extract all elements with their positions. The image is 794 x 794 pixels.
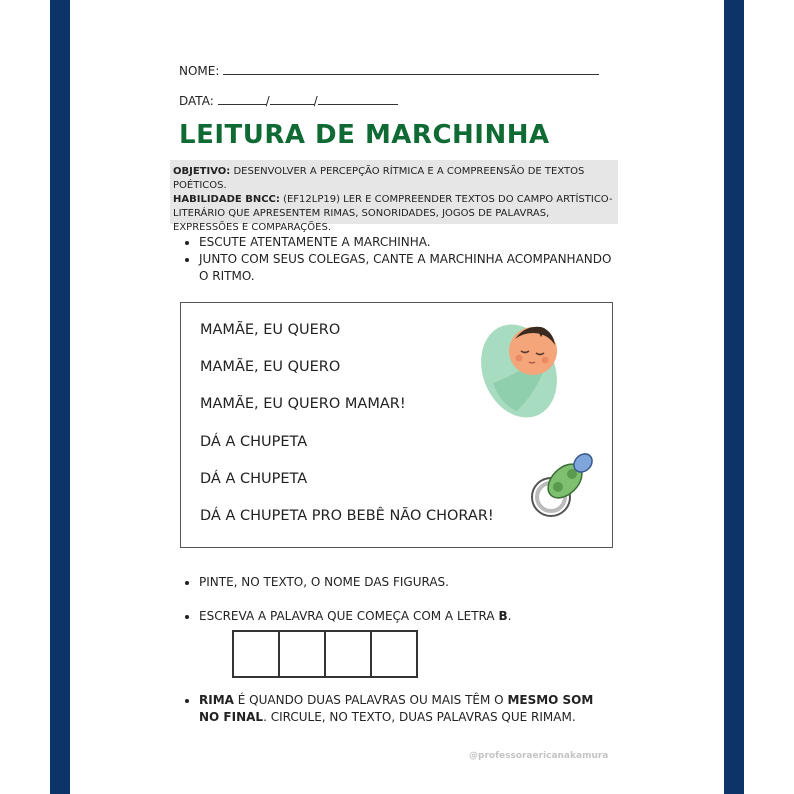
right-border-bar [724, 0, 744, 794]
objective-label: OBJETIVO: [173, 166, 231, 177]
rhyme-bold: MESMO SOM NO FINAL [199, 693, 594, 724]
rhyme-instruction [183, 692, 608, 726]
paint-instruction [183, 574, 623, 591]
poem-line[interactable]: MAMÃE, EU QUERO [200, 322, 341, 338]
pacifier-icon [527, 449, 601, 523]
poem-box [180, 302, 613, 548]
poem-line[interactable]: DÁ A CHUPETA [200, 471, 308, 487]
letter-box[interactable] [278, 630, 326, 678]
date-month-blank[interactable] [270, 92, 314, 105]
objective-text: DESENVOLVER A PERCEPÇÃO RÍTMICA E A COMPREENSÃO DE TEXTOS POÉTICOS. [173, 166, 585, 191]
date-day-blank[interactable] [218, 92, 266, 105]
date-separator: / [313, 94, 318, 108]
poem-line[interactable]: MAMÃE, EU QUERO [200, 359, 341, 375]
write-instruction-text: ESCREVA A PALAVRA QUE COMEÇA COM A LETRA [199, 609, 499, 623]
letter-box[interactable] [232, 630, 280, 678]
date-label: DATA: [179, 94, 214, 108]
baby-icon [481, 313, 565, 423]
date-field [179, 92, 398, 108]
name-field [179, 62, 599, 78]
list-item: JUNTO COM SEUS COLEGAS, CANTE A MARCHINHA ACOMPANHANDO O RITMO. [183, 251, 623, 285]
rhyme-term: RIMA [199, 693, 234, 707]
page-title: LEITURA DE MARCHINHA [179, 120, 550, 150]
rhyme-text-2: . CIRCULE, NO TEXTO, DUAS PALAVRAS QUE RIMAM. [263, 710, 576, 724]
name-label: NOME: [179, 64, 220, 78]
letter-boxes [232, 630, 416, 678]
write-instruction [183, 608, 623, 625]
list-item [183, 692, 608, 726]
objective-box [170, 160, 618, 233]
skill-label: HABILIDADE BNCC: [173, 194, 280, 205]
poem-line[interactable]: MAMÃE, EU QUERO MAMAR! [200, 396, 406, 412]
poem-line[interactable]: DÁ A CHUPETA PRO BEBÊ NÃO CHORAR! [200, 508, 494, 524]
date-separator: / [265, 94, 270, 108]
name-blank[interactable] [223, 62, 599, 75]
list-item [183, 608, 623, 625]
letter-box[interactable] [324, 630, 372, 678]
rhyme-text-1: É QUANDO DUAS PALAVRAS OU MAIS TÊM O [233, 693, 508, 707]
poem-line[interactable]: DÁ A CHUPETA [200, 434, 308, 450]
skill-text: (EF12LP19) LER E COMPREENDER TEXTOS DO CAMPO ARTÍSTICO-LITERÁRIO QUE APRESENTEM RIMAS, SONORIDADES, JOGOS DE PALAVRAS, EXPRESSÕES E COMPARAÇÕES. [173, 194, 613, 233]
instructions-list [183, 234, 623, 285]
list-item: ESCUTE ATENTAMENTE A MARCHINHA. [183, 234, 623, 251]
date-year-blank[interactable] [318, 92, 398, 105]
letter-b: B [498, 609, 508, 623]
list-item: PINTE, NO TEXTO, O NOME DAS FIGURAS. [183, 574, 623, 591]
left-border-bar [50, 0, 70, 794]
period: . [507, 609, 512, 623]
letter-box[interactable] [370, 630, 418, 678]
watermark: @professoraericanakamura [469, 751, 609, 761]
